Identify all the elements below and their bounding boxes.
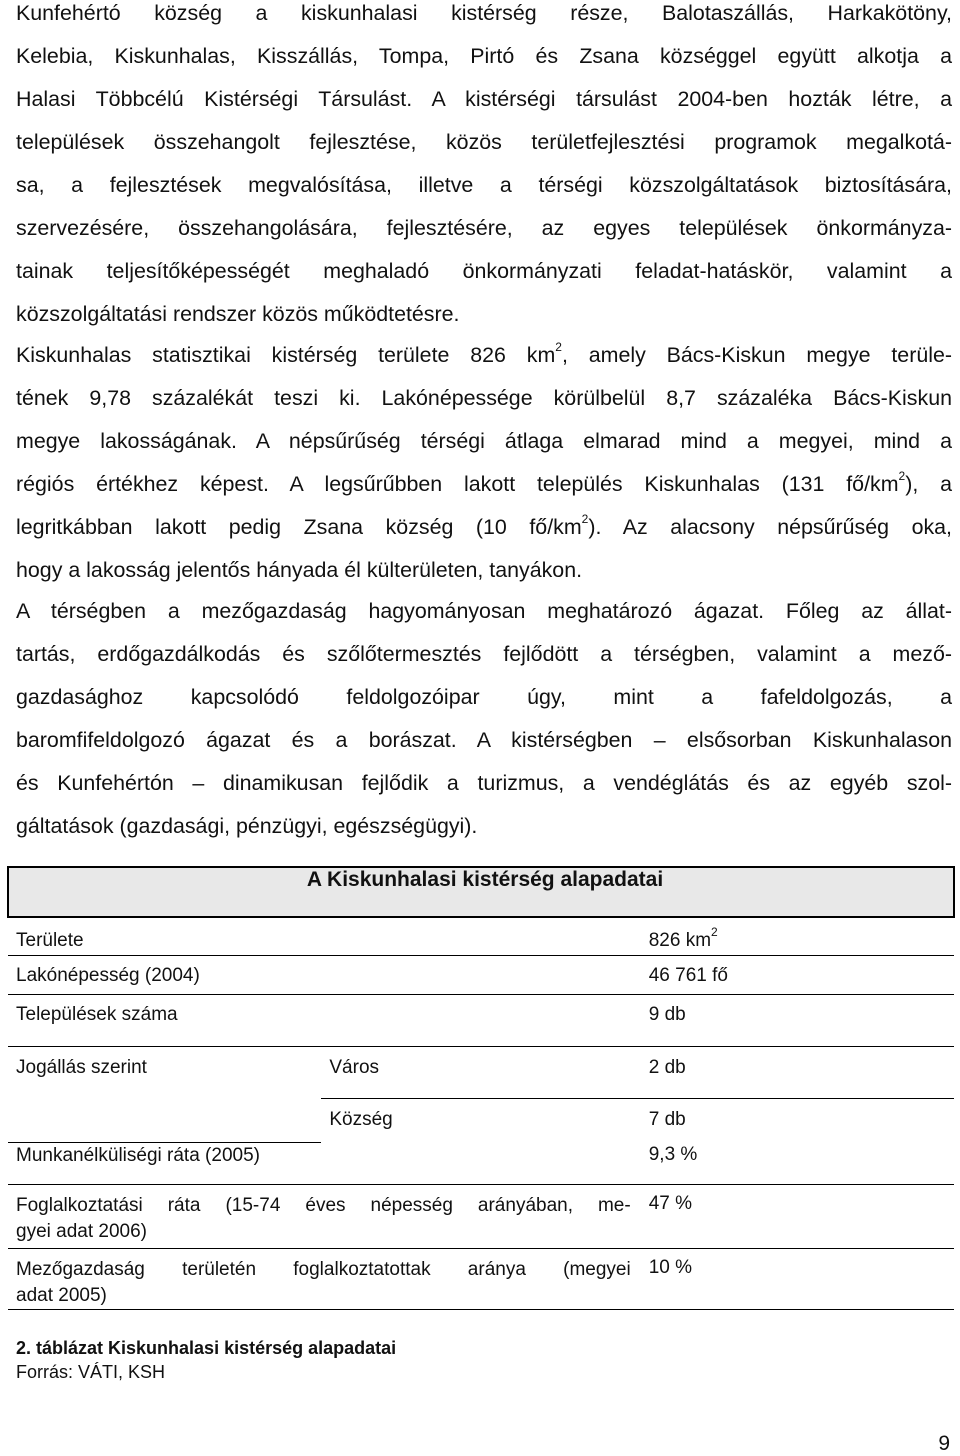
text-line: A térségben a mezőgazdaság hagyományosan meghatározó ágazat. Főleg az állat- bbox=[16, 599, 952, 623]
table-title-row bbox=[8, 867, 954, 917]
table-label bbox=[8, 1248, 641, 1309]
table-value bbox=[641, 917, 954, 955]
superscript: 2 bbox=[581, 511, 589, 526]
text-line: hogy a lakosság jelentős hányada él külterületen, tanyákon. bbox=[16, 558, 583, 582]
label-line: gyei adat 2006) bbox=[16, 1220, 147, 1242]
table-row bbox=[8, 955, 954, 994]
text-segment: , amely Bács-Kiskun megye terüle- bbox=[561, 343, 952, 367]
superscript: 2 bbox=[898, 468, 906, 483]
table-title: A Kiskunhalasi kistérség alapadatai bbox=[8, 867, 954, 917]
text-line: tartás, erdőgazdálkodás és szőlőtermesztés fejlődött a térségben, valamint a mező- bbox=[16, 642, 952, 666]
text-line: gáltatások (gazdasági, pénzügyi, egészségügyi). bbox=[16, 814, 478, 838]
text-line: közszolgáltatási rendszer közös működtetésre. bbox=[16, 302, 460, 326]
table-sublabel: Város bbox=[321, 1046, 640, 1098]
text-line: Halasi Többcélú Kistérségi Társulást. A kistérségi társulást 2004-ben hozták létre, a bbox=[16, 87, 952, 111]
table-value: 9,3 % bbox=[641, 1142, 954, 1184]
label-line: Foglalkoztatási ráta (15-74 éves népesség arányában, me- bbox=[16, 1194, 631, 1216]
table-value: 9 db bbox=[641, 994, 954, 1046]
table-value: 46 761 fő bbox=[641, 955, 954, 994]
table-label: Munkanélküliségi ráta (2005) bbox=[8, 1142, 641, 1184]
text-line bbox=[16, 334, 952, 377]
caption-title: 2. táblázat Kiskunhalasi kistérség alapadatai bbox=[16, 1338, 397, 1358]
table-label: Települések száma bbox=[8, 994, 641, 1046]
text-line: és Kunfehértón – dinamikusan fejlődik a turizmus, a vendéglátás és az egyéb szol- bbox=[16, 771, 952, 795]
text-line: tének 9,78 százalékát teszi ki. Lakónépessége körülbelül 8,7 százaléka Bács-Kiskun bbox=[16, 386, 952, 410]
text-line: települések összehangolt fejlesztése, közös területfejlesztési programok megalkotá- bbox=[16, 130, 952, 154]
table-value-text: 826 km bbox=[648, 930, 712, 951]
text-segment: legritkábban lakott pedig Zsana község (10 fő/km bbox=[16, 515, 582, 539]
table-label bbox=[8, 1184, 641, 1248]
table-label: Lakónépesség (2004) bbox=[8, 955, 641, 994]
text-line: Kunfehértó község a kiskunhalasi kistérség része, Balotaszállás, Harkakötöny, bbox=[16, 1, 952, 25]
table-row bbox=[8, 1142, 954, 1184]
text-line: sa, a fejlesztések megvalósítása, illetve a térségi közszolgáltatások biztosítására, bbox=[16, 173, 952, 197]
text-segment: Kiskunhalas statisztikai kistérség területe 826 km bbox=[16, 343, 556, 367]
superscript: 2 bbox=[711, 924, 718, 939]
paragraph-nepsuruseg bbox=[16, 334, 952, 592]
table-value: 47 % bbox=[641, 1184, 954, 1248]
paragraph-mezogazdasag bbox=[16, 590, 952, 848]
table-row bbox=[8, 1248, 954, 1309]
table-caption bbox=[16, 1336, 396, 1384]
text-line: gazdasághoz kapcsolódó feldolgozóipar úgy, mint a fafeldolgozás, a bbox=[16, 685, 952, 709]
text-line: tainak teljesítőképességét meghaladó önkormányzati feladat-hatáskör, valamint a bbox=[16, 259, 952, 283]
text-line: Kelebia, Kiskunhalas, Kisszállás, Tompa, Pirtó és Zsana községgel együtt alkotja a bbox=[16, 44, 952, 68]
table-sublabel: Község bbox=[329, 1108, 393, 1130]
label-line: Mezőgazdaság területén foglalkoztatottak aránya (megyei bbox=[16, 1258, 631, 1280]
text-segment: ), a bbox=[905, 472, 953, 496]
table-label: Jogállás szerint bbox=[8, 1046, 321, 1142]
label-line: adat 2005) bbox=[16, 1284, 107, 1306]
basic-data-table bbox=[7, 866, 955, 1310]
text-line: szervezésére, összehangolására, fejlesztésére, az egyes települések önkormányza- bbox=[16, 216, 952, 240]
table-value: 7 db bbox=[648, 1108, 686, 1130]
text-line bbox=[16, 463, 952, 506]
text-segment: ). Az alacsony népsűrűség oka, bbox=[588, 515, 952, 539]
table-row bbox=[8, 917, 954, 955]
text-segment: régiós értékhez képest. A legsűrűbben lakott település Kiskunhalas (131 fő/km bbox=[16, 472, 899, 496]
text-line: baromfifeldolgozó ágazat és a borászat. A kistérségben – elsősorban Kiskunhalason bbox=[16, 728, 952, 752]
table-row bbox=[8, 1046, 954, 1098]
table-row bbox=[8, 1184, 954, 1248]
paragraph-kistersegi-tarsulas bbox=[16, 0, 952, 336]
table-row bbox=[8, 994, 954, 1046]
table-label: Területe bbox=[16, 930, 84, 951]
text-line bbox=[16, 506, 952, 549]
table-value: 10 % bbox=[641, 1248, 954, 1309]
caption-source: Forrás: VÁTI, KSH bbox=[16, 1362, 166, 1382]
page-number: 9 bbox=[938, 1432, 950, 1455]
text-line: megye lakosságának. A népsűrűség térségi átlaga elmarad mind a megyei, mind a bbox=[16, 429, 952, 453]
table-value: 2 db bbox=[641, 1046, 954, 1098]
superscript: 2 bbox=[555, 339, 562, 354]
